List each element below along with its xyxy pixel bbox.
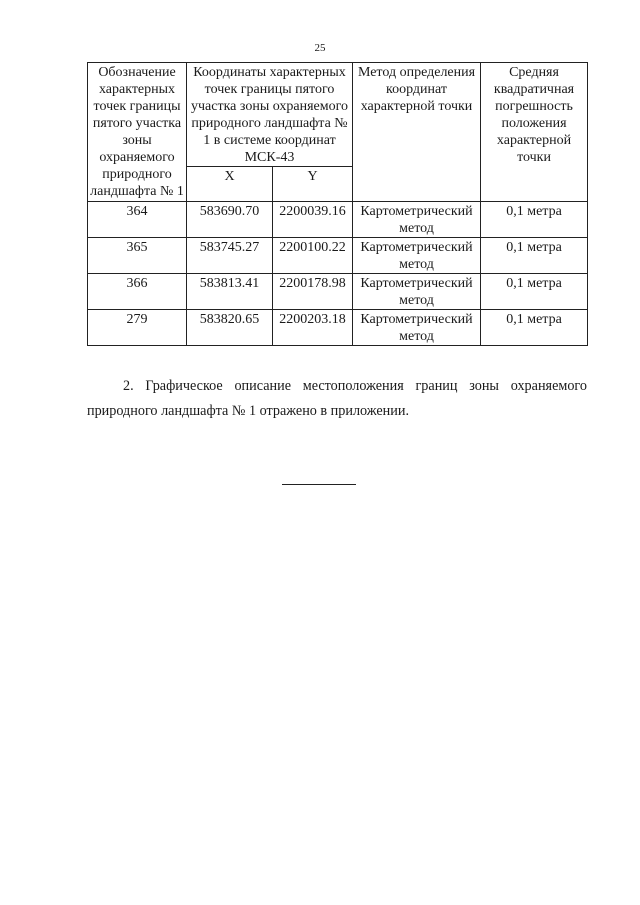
cell-method: Картометрический метод (353, 238, 481, 274)
header-point-designation: Обозначение характерных точек границы пятого участка зоны охраняемого природного ландшафта № 1 (88, 63, 187, 202)
header-coordinates: Координаты характерных точек границы пятого участка зоны охраняемого природного ландшафта № 1 в системе координат МСК-43 (187, 63, 353, 167)
cell-x: 583745.27 (187, 238, 273, 274)
cell-point: 366 (88, 274, 187, 310)
table-row (88, 274, 588, 310)
separator-line (282, 484, 356, 485)
cell-method: Картометрический метод (353, 274, 481, 310)
cell-point: 279 (88, 310, 187, 346)
cell-y: 2200039.16 (273, 202, 353, 238)
cell-method: Картометрический метод (353, 202, 481, 238)
table-row (88, 238, 588, 274)
cell-x: 583820.65 (187, 310, 273, 346)
header-method: Метод определения координат характерной точки (353, 63, 481, 202)
cell-accuracy: 0,1 метра (481, 274, 588, 310)
cell-point: 365 (88, 238, 187, 274)
coordinates-table (87, 62, 588, 346)
cell-y: 2200203.18 (273, 310, 353, 346)
table-row (88, 202, 588, 238)
table-body (88, 202, 588, 346)
table-row (88, 310, 588, 346)
page-number: 25 (314, 42, 326, 54)
cell-accuracy: 0,1 метра (481, 238, 588, 274)
cell-x: 583813.41 (187, 274, 273, 310)
cell-x: 583690.70 (187, 202, 273, 238)
cell-accuracy: 0,1 метра (481, 310, 588, 346)
cell-y: 2200100.22 (273, 238, 353, 274)
header-x: X (187, 167, 273, 202)
header-accuracy: Средняя квадратичная погрешность положения характерной точки (481, 63, 588, 202)
cell-method: Картометрический метод (353, 310, 481, 346)
cell-accuracy: 0,1 метра (481, 202, 588, 238)
header-y: Y (273, 167, 353, 202)
cell-point: 364 (88, 202, 187, 238)
cell-y: 2200178.98 (273, 274, 353, 310)
closing-paragraph: 2. Графическое описание местоположения границ зоны охраняемого природного ландшафта № 1 отражено в приложении. (87, 378, 587, 419)
